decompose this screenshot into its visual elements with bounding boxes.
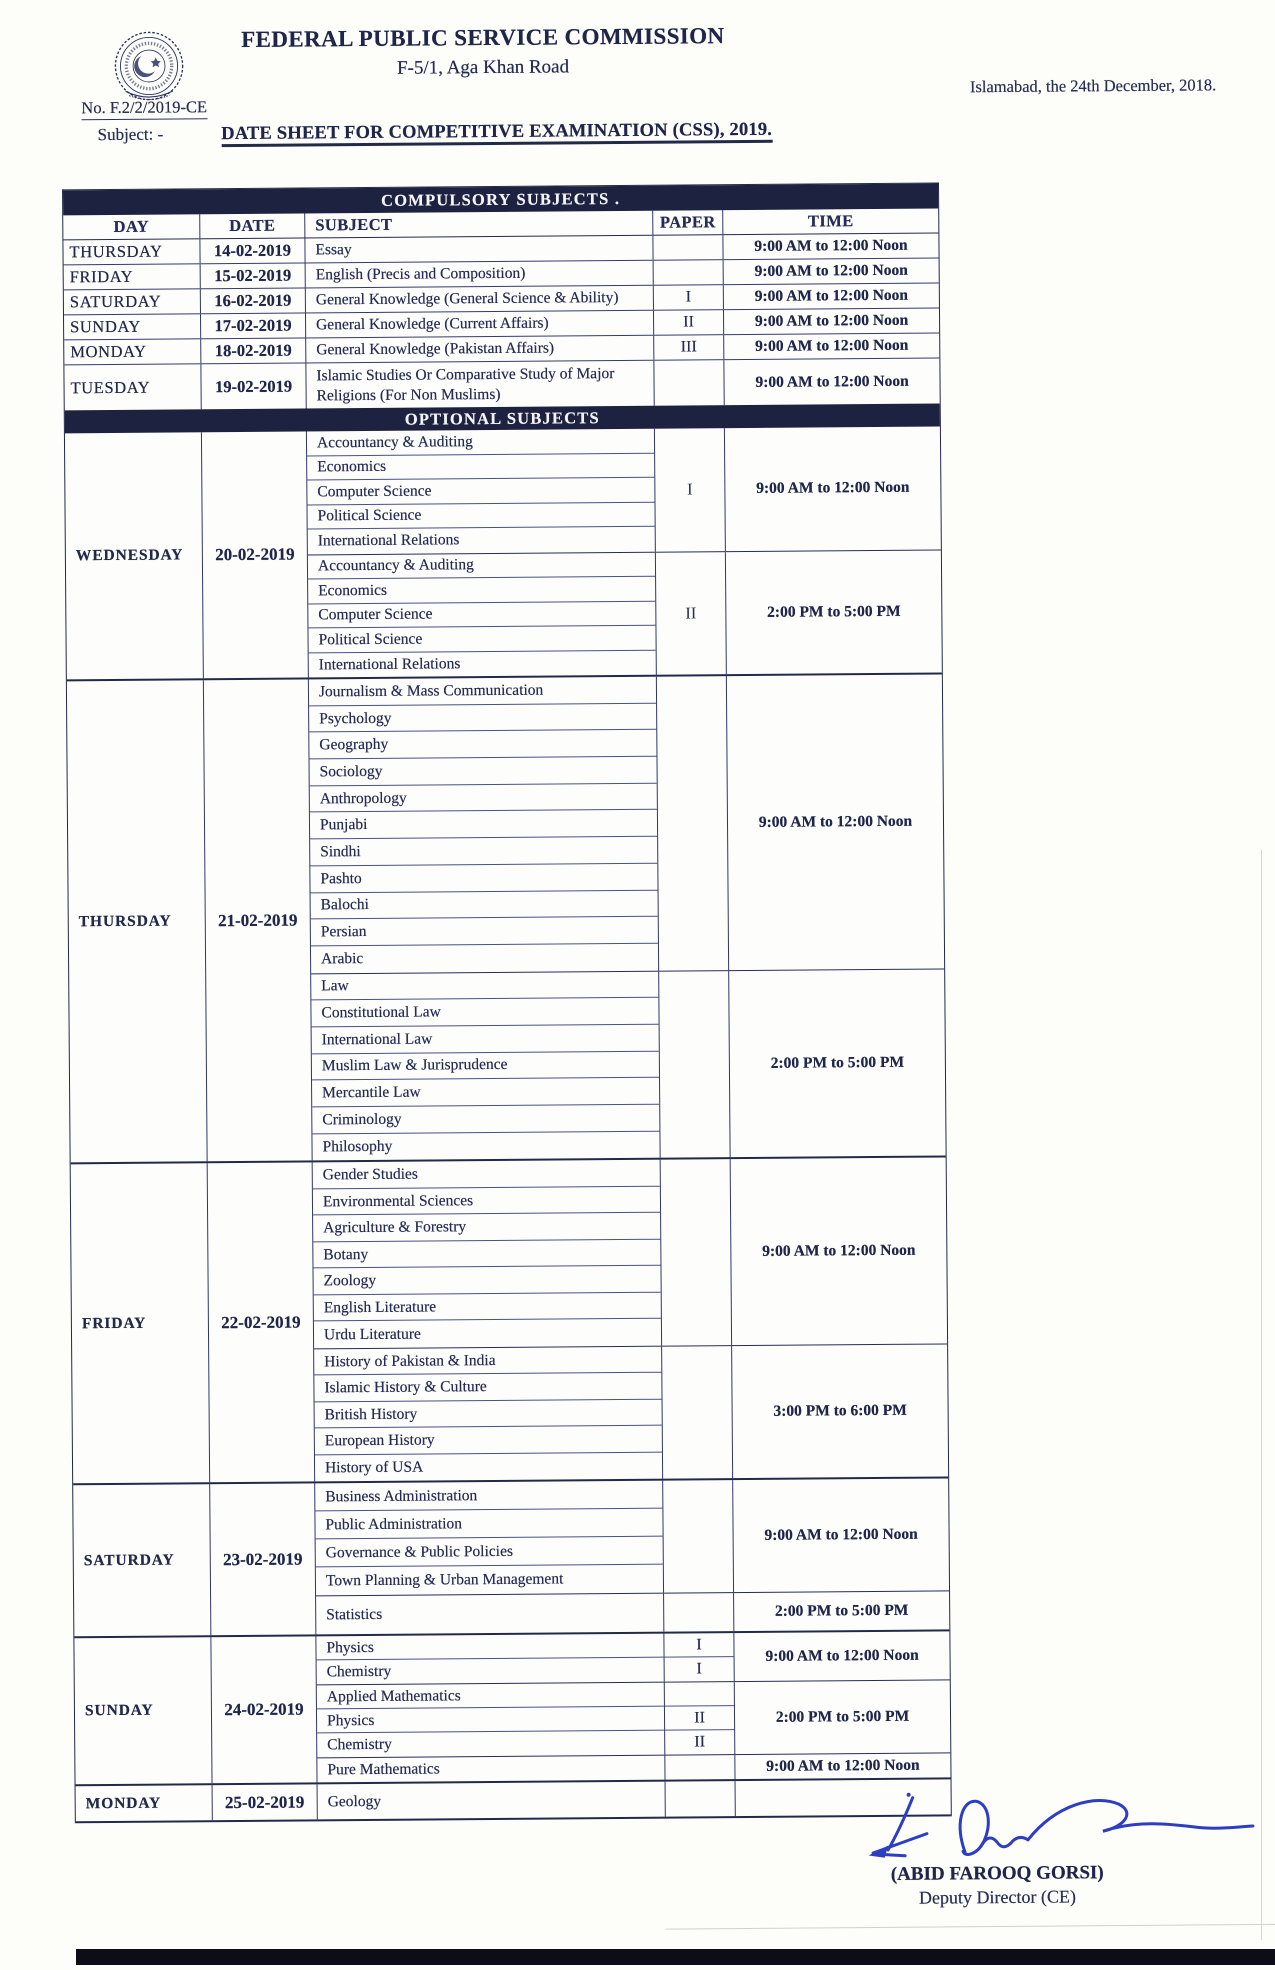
- subject-label: Economics: [317, 458, 387, 476]
- exam-session-row: [313, 1158, 947, 1348]
- time-cell: 9:00 AM to 12:00 Noon: [766, 1757, 920, 1776]
- subject-label: Governance & Public Policies: [325, 1542, 514, 1562]
- paper-cell: II: [654, 310, 724, 335]
- subject-cell: [315, 1453, 662, 1482]
- exam-session-row: [315, 1479, 949, 1596]
- paper-cell: II: [694, 1733, 706, 1751]
- subject-label: Economics: [318, 581, 388, 600]
- exam-session-row: [316, 1591, 949, 1635]
- subject-label: Computer Science: [317, 482, 432, 501]
- subject-cell: [308, 552, 655, 579]
- subject-cell: [315, 1426, 662, 1455]
- subject-label: Zoology: [323, 1272, 377, 1290]
- subject-list: [316, 1634, 664, 1685]
- subject-label: European History: [324, 1431, 435, 1450]
- datesheet-table: [62, 182, 952, 1823]
- date-cell: 25-02-2019: [213, 1785, 318, 1821]
- subject-label: Town Planning & Urban Management: [325, 1570, 564, 1590]
- paper-cell: [665, 1682, 736, 1755]
- subject-label: International Relations: [318, 654, 461, 674]
- subject-label: British History: [324, 1405, 418, 1423]
- subject-label: Balochi: [320, 896, 369, 914]
- subject-label: Constitutional Law: [321, 1003, 441, 1022]
- day-cell: WEDNESDAY: [65, 432, 204, 679]
- subject-cell: [307, 453, 654, 480]
- subject-label: History of Pakistan & India: [324, 1351, 496, 1370]
- time-cell: 2:00 PM to 5:00 PM: [774, 1602, 909, 1621]
- compulsory-rows: [63, 233, 939, 410]
- optional-section-header: OPTIONAL SUBJECTS: [65, 403, 940, 433]
- time-cell: 9:00 AM to 12:00 Noon: [754, 261, 908, 280]
- day-sessions: [309, 674, 946, 1160]
- subject-label: International Law: [321, 1030, 433, 1049]
- subject-label: Accountancy & Auditing: [317, 556, 474, 575]
- date-cell: 16-02-2019: [201, 288, 306, 313]
- optional-day-block: [76, 1780, 951, 1824]
- paper-cell: [657, 676, 729, 970]
- subject-label: Philosophy: [322, 1137, 393, 1156]
- subject-cell: Essay: [305, 236, 653, 263]
- day-sessions: [316, 1632, 950, 1783]
- paper-cell: [666, 1781, 736, 1817]
- time-cell: 3:00 PM to 6:00 PM: [773, 1401, 907, 1420]
- time-cell: 9:00 AM to 12:00 Noon: [765, 1647, 919, 1666]
- time-cell: 2:00 PM to 5:00 PM: [775, 1708, 910, 1727]
- paper-cell: [664, 1633, 734, 1682]
- subject-label: Anthropology: [319, 789, 407, 807]
- subject-list: [317, 1683, 666, 1758]
- time-cell: 9:00 AM to 12:00 Noon: [754, 311, 909, 330]
- paper-cell: [665, 1683, 734, 1708]
- reference-number: No. F.2/2/2019-CE: [81, 97, 207, 120]
- subject-cell: General Knowledge (Current Affairs): [306, 311, 654, 338]
- subject-label: Business Administration: [325, 1487, 478, 1506]
- subject-label: Geology: [327, 1792, 382, 1811]
- subject-list: [316, 1594, 664, 1635]
- subject-label: Criminology: [322, 1110, 402, 1129]
- paper-cell: [654, 260, 724, 285]
- day-cell: SUNDAY: [74, 1638, 212, 1785]
- subject-label: History of USA: [324, 1458, 424, 1477]
- subject-cell: [307, 502, 654, 529]
- optional-day-block: [71, 1158, 948, 1486]
- exam-session-row: [316, 1632, 949, 1685]
- subject-label: Political Science: [318, 630, 423, 649]
- subject-label: Journalism & Mass Communication: [318, 681, 544, 701]
- paper-cell: III: [654, 335, 724, 360]
- subject-cell: [315, 1509, 662, 1540]
- handwritten-signature-icon: [865, 1786, 1258, 1867]
- subject-label: Applied Mathematics: [326, 1687, 461, 1706]
- subject-label: Mercantile Law: [322, 1083, 421, 1102]
- day-cell: MONDAY: [76, 1786, 213, 1822]
- subject-cell: [314, 1293, 661, 1322]
- signatory-title: Deputy Director (CE): [918, 1886, 1076, 1908]
- subject-label: Law: [321, 977, 349, 995]
- subject-cell: [311, 944, 658, 973]
- exam-session-row: [317, 1753, 950, 1783]
- subject-cell: [312, 1051, 659, 1080]
- paper-cell: I: [664, 1634, 733, 1659]
- subject-list: [315, 1481, 664, 1596]
- date-cell: 17-02-2019: [201, 313, 306, 338]
- subject-cell: [309, 703, 656, 732]
- column-header-subject: SUBJECT: [305, 211, 653, 238]
- exam-session-row: [309, 674, 944, 973]
- subject-cell: [313, 1213, 660, 1242]
- subject-label: Pashto: [320, 869, 362, 888]
- scan-edge-artifact: [1261, 850, 1262, 1940]
- subject-list: [307, 429, 656, 554]
- subject-cell: [318, 1782, 665, 1820]
- exam-session-row: [317, 1680, 951, 1758]
- scan-fold-line: [666, 1924, 1275, 1930]
- paper-cell: I: [655, 428, 726, 551]
- paper-cell: [661, 1160, 732, 1346]
- subject-list: [317, 1756, 665, 1783]
- date-cell: 24-02-2019: [211, 1637, 317, 1784]
- subject-list: [308, 552, 657, 677]
- paper-cell: [664, 1593, 734, 1632]
- subject-label: Psychology: [319, 709, 392, 727]
- subject-cell: [314, 1319, 661, 1348]
- exam-session-row: [318, 1780, 951, 1820]
- subject-cell: [311, 917, 658, 946]
- compulsory-section-header: COMPULSORY SUBJECTS .: [63, 183, 938, 215]
- column-header-paper: PAPER: [653, 210, 723, 235]
- column-header-date: DATE: [200, 213, 305, 238]
- subject-cell: [308, 577, 655, 604]
- subject-label: Muslim Law & Jurisprudence: [321, 1056, 508, 1075]
- day-sessions: [313, 1158, 948, 1482]
- paper-cell: [662, 1346, 733, 1479]
- column-header-time: TIME: [807, 211, 854, 231]
- subject-cell: [308, 527, 655, 554]
- paper-cell: I: [696, 1660, 702, 1678]
- subject-list: [309, 677, 659, 973]
- time-cell: 9:00 AM to 12:00 Noon: [754, 236, 908, 255]
- subject-label: Chemistry: [326, 1663, 392, 1681]
- subject-cell: [307, 478, 654, 505]
- subject-cell: Islamic Studies Or Comparative Study of Major Religions (For Non Muslims): [306, 361, 654, 409]
- subject-cell: [315, 1400, 662, 1429]
- subject-title: DATE SHEET FOR COMPETITIVE EXAMINATION (CSS), 2019.: [221, 120, 772, 147]
- date-cell: 22-02-2019: [208, 1163, 316, 1483]
- day-cell: THURSDAY: [67, 680, 208, 1162]
- subject-list: [318, 1782, 666, 1820]
- subject-cell: [317, 1658, 664, 1685]
- day-cell: SUNDAY: [64, 314, 201, 339]
- subject-line: [98, 120, 773, 146]
- subject-label: Statistics: [326, 1606, 383, 1624]
- subject-label: Computer Science: [318, 605, 433, 624]
- subject-cell: [310, 837, 657, 866]
- time-cell: 9:00 AM to 12:00 Noon: [754, 286, 909, 305]
- time-cell: 2:00 PM to 5:00 PM: [767, 602, 901, 621]
- paper-cell: [663, 1481, 734, 1594]
- day-cell: THURSDAY: [63, 239, 200, 264]
- subject-label: Subject: -: [97, 124, 164, 145]
- subject-cell: [312, 1078, 659, 1107]
- subject-label: International Relations: [317, 531, 460, 550]
- subject-label: Public Administration: [325, 1515, 463, 1534]
- subject-cell: [310, 864, 657, 893]
- subject-label: Agriculture & Forestry: [323, 1218, 467, 1237]
- subject-cell: [313, 1266, 660, 1295]
- org-address: F-5/1, Aga Khan Road: [396, 56, 570, 79]
- paper-cell: [665, 1755, 735, 1780]
- subject-label: Physics: [326, 1638, 374, 1657]
- subject-cell: General Knowledge (Pakistan Affairs): [306, 336, 654, 363]
- subject-label: Gender Studies: [322, 1165, 418, 1184]
- time-cell: 9:00 AM to 12:00 Noon: [756, 478, 910, 498]
- subject-label: Accountancy & Auditing: [316, 432, 473, 452]
- paper-cell: [654, 360, 724, 406]
- subject-cell: [312, 1131, 659, 1160]
- paper-cell: [653, 235, 723, 260]
- place-date: Islamabad, the 24th December, 2018.: [969, 75, 1217, 97]
- exam-session-row: [311, 968, 945, 1161]
- org-name: FEDERAL PUBLIC SERVICE COMMISSION: [241, 23, 725, 52]
- time-cell: 9:00 AM to 12:00 Noon: [755, 372, 909, 391]
- time-cell: 9:00 AM to 12:00 Noon: [764, 1526, 918, 1545]
- exam-session-row: [314, 1343, 948, 1481]
- subject-list: [313, 1160, 662, 1348]
- paper-cell: I: [654, 285, 724, 310]
- subject-label: Geography: [319, 736, 389, 754]
- date-cell: 23-02-2019: [210, 1484, 316, 1636]
- subject-cell: [311, 890, 658, 919]
- subject-cell: English (Precis and Composition): [306, 261, 654, 288]
- subject-cell: [309, 650, 656, 677]
- date-cell: 14-02-2019: [200, 238, 305, 263]
- subject-cell: [310, 810, 657, 839]
- subject-list: [311, 971, 660, 1161]
- paper-cell: II: [656, 552, 727, 675]
- time-cell: 9:00 AM to 12:00 Noon: [755, 336, 909, 355]
- date-cell: 18-02-2019: [201, 338, 306, 363]
- day-sessions: [315, 1479, 949, 1635]
- day-cell: TUESDAY: [64, 364, 201, 410]
- day-cell: MONDAY: [64, 339, 201, 364]
- day-cell: FRIDAY: [71, 1164, 211, 1484]
- subject-label: Chemistry: [327, 1736, 392, 1754]
- subject-cell: [314, 1373, 661, 1402]
- subject-cell: [307, 429, 654, 456]
- subject-label: Pure Mathematics: [327, 1760, 440, 1779]
- subject-label: Urdu Literature: [323, 1325, 421, 1343]
- paper-cell: [659, 971, 730, 1158]
- time-cell: 9:00 AM to 12:00 Noon: [758, 812, 913, 831]
- day-sessions: [307, 426, 942, 677]
- signatory-name: (ABID FAROOQ GORSI): [890, 1862, 1104, 1885]
- day-cell: SATURDAY: [64, 289, 201, 314]
- subject-cell: [317, 1731, 664, 1758]
- subject-label: Sociology: [319, 762, 383, 781]
- day-cell: FRIDAY: [64, 264, 201, 289]
- subject-cell: [313, 1160, 660, 1189]
- subject-cell: [317, 1683, 664, 1710]
- subject-cell: [311, 971, 658, 1000]
- subject-cell: [312, 1105, 659, 1134]
- subject-list: [314, 1347, 663, 1482]
- subject-label: Persian: [320, 923, 367, 941]
- date-cell: 15-02-2019: [201, 263, 306, 288]
- subject-label: Environmental Sciences: [322, 1191, 474, 1210]
- compulsory-table-row: [64, 358, 939, 410]
- subject-cell: [311, 998, 658, 1027]
- subject-cell: [313, 1240, 660, 1269]
- paper-cell: [665, 1756, 734, 1781]
- subject-label: Political Science: [317, 506, 422, 525]
- subject-cell: [309, 757, 656, 786]
- subject-cell: [316, 1594, 663, 1635]
- day-sessions: [318, 1780, 951, 1820]
- subject-label: Botany: [323, 1245, 369, 1263]
- subject-cell: [315, 1481, 662, 1512]
- subject-label: Punjabi: [319, 816, 368, 834]
- subject-label: Islamic History & Culture: [324, 1378, 487, 1397]
- day-cell: SATURDAY: [73, 1485, 211, 1637]
- date-cell: 19-02-2019: [201, 363, 306, 409]
- time-cell: 2:00 PM to 5:00 PM: [770, 1053, 905, 1072]
- exam-session-row: [307, 426, 941, 553]
- subject-cell: [309, 730, 656, 759]
- subject-cell: [316, 1634, 663, 1661]
- optional-day-block: [65, 426, 942, 681]
- date-cell: 21-02-2019: [204, 679, 313, 1161]
- subject-cell: [316, 1565, 663, 1596]
- subject-label: Physics: [326, 1711, 375, 1730]
- subject-cell: [317, 1707, 664, 1734]
- optional-day-blocks: [65, 426, 951, 1823]
- subject-label: Sindhi: [320, 843, 361, 861]
- time-cell: 9:00 AM to 12:00 Noon: [762, 1241, 916, 1261]
- subject-cell: [309, 677, 656, 706]
- subject-cell: [313, 1187, 660, 1216]
- date-cell: 20-02-2019: [202, 431, 309, 678]
- optional-day-block: [67, 674, 946, 1164]
- subject-cell: [314, 1347, 661, 1376]
- subject-label: Arabic: [320, 950, 364, 968]
- scanner-edge-bar: [76, 1949, 1275, 1965]
- subject-cell: [308, 601, 655, 628]
- subject-cell: [312, 1025, 659, 1054]
- subject-label: English Literature: [323, 1298, 437, 1316]
- optional-day-block: [74, 1632, 950, 1787]
- subject-cell: General Knowledge (General Science & Ability): [306, 286, 654, 313]
- subject-cell: [316, 1537, 663, 1568]
- column-header-day: DAY: [63, 214, 200, 239]
- optional-day-block: [73, 1479, 949, 1639]
- paper-cell: II: [665, 1707, 734, 1732]
- subject-cell: [310, 783, 657, 812]
- exam-session-row: [308, 549, 942, 677]
- subject-cell: [308, 626, 655, 653]
- subject-cell: [317, 1756, 664, 1783]
